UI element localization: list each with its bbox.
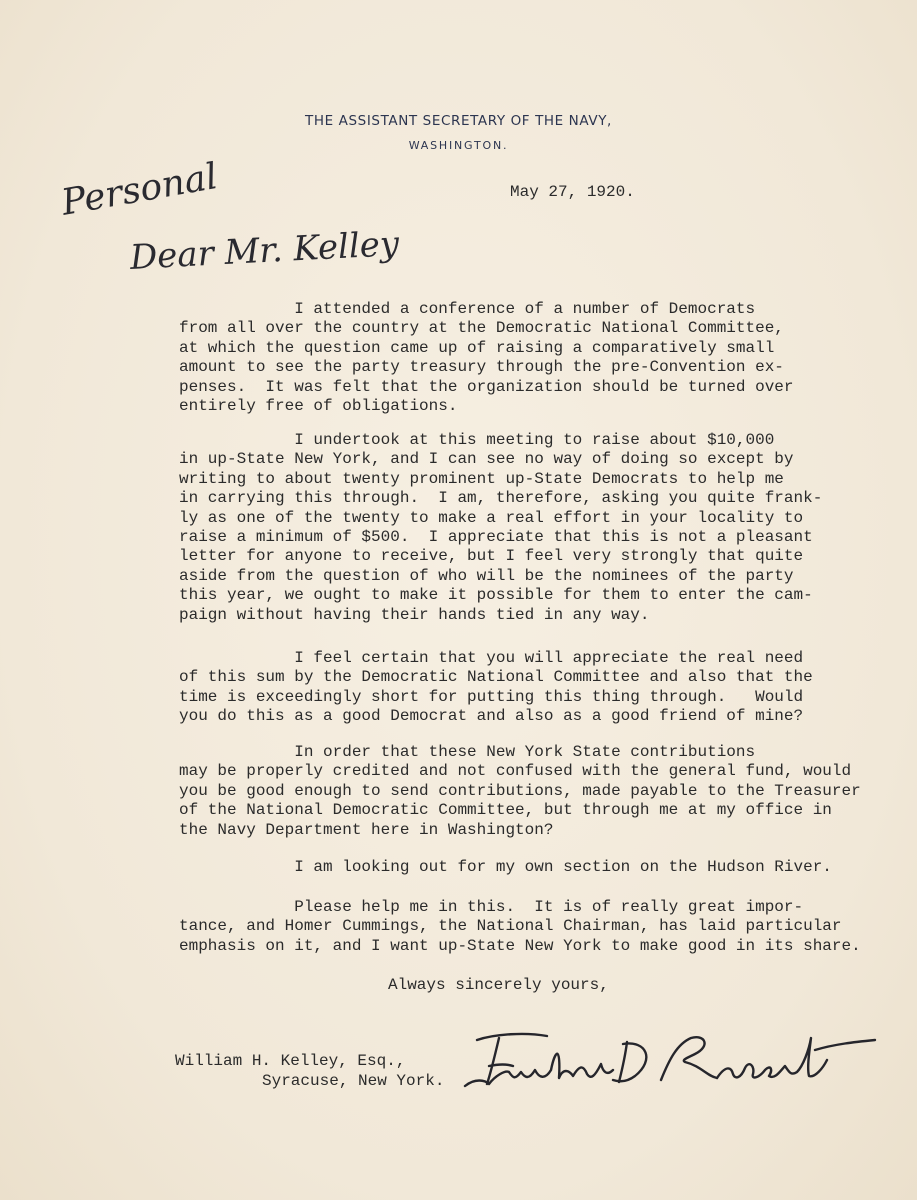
handwritten-salutation: Dear Mr. Kelley bbox=[128, 223, 401, 278]
paragraph-2: I undertook at this meeting to raise about $10,000 in up-State New York, and I can see no way of doing so except by writing to about twenty prominent up-State Democrats to help me in carrying this through. I am, therefore, asking you quite frank- ly as one of the twenty to make a real effort in your locality to raise a minimum of $500. I appreciate that this is not a pleasant letter for anyone to receive, but I feel very strongly that quite aside from the question of who will be the nominees of the party this year, we ought to make it possible for them to enter the cam- paign without having their hands tied in any way. bbox=[179, 431, 823, 624]
paragraph-6: Please help me in this. It is of really great impor- tance, and Homer Cummings, the National Chairman, has laid particular emphasis on it, and I want up-State New York to make good in its share. bbox=[179, 898, 861, 955]
paragraph-4: In order that these New York State contributions may be properly credited and not confused with the general fund, would you be good enough to send contributions, made payable to the Treasurer of the National Democratic Committee, but through me at my office in the Navy Department here in Washington? bbox=[179, 743, 861, 839]
letter-date: May 27, 1920. bbox=[510, 183, 635, 201]
signature-text: Franklin D Roosevelt bbox=[664, 1096, 676, 1097]
addressee-name: William H. Kelley, Esq., bbox=[175, 1052, 406, 1070]
addressee-location: Syracuse, New York. bbox=[262, 1072, 445, 1090]
letterhead-city: WASHINGTON. bbox=[408, 139, 509, 152]
letterhead-title: THE ASSISTANT SECRETARY OF THE NAVY, bbox=[305, 113, 612, 129]
handwritten-personal-note: Personal bbox=[58, 155, 221, 224]
closing-line: Always sincerely yours, bbox=[388, 976, 609, 994]
paragraph-1: I attended a conference of a number of Democrats from all over the country at the Democratic National Committee, at which the question came up of raising a comparatively small amount to see the party treasury through the pre-Convention ex- penses. It was felt that the organization should be turned over entirely free of obligations. bbox=[179, 300, 794, 416]
signature-image bbox=[455, 1020, 885, 1100]
paragraph-5: I am looking out for my own section on the Hudson River. bbox=[179, 858, 832, 876]
paragraph-3: I feel certain that you will appreciate the real need of this sum by the Democratic National Committee and also that the time is exceedingly short for putting this thing through. Would you do this as a good Democrat and also as a good friend of mine? bbox=[179, 649, 813, 726]
